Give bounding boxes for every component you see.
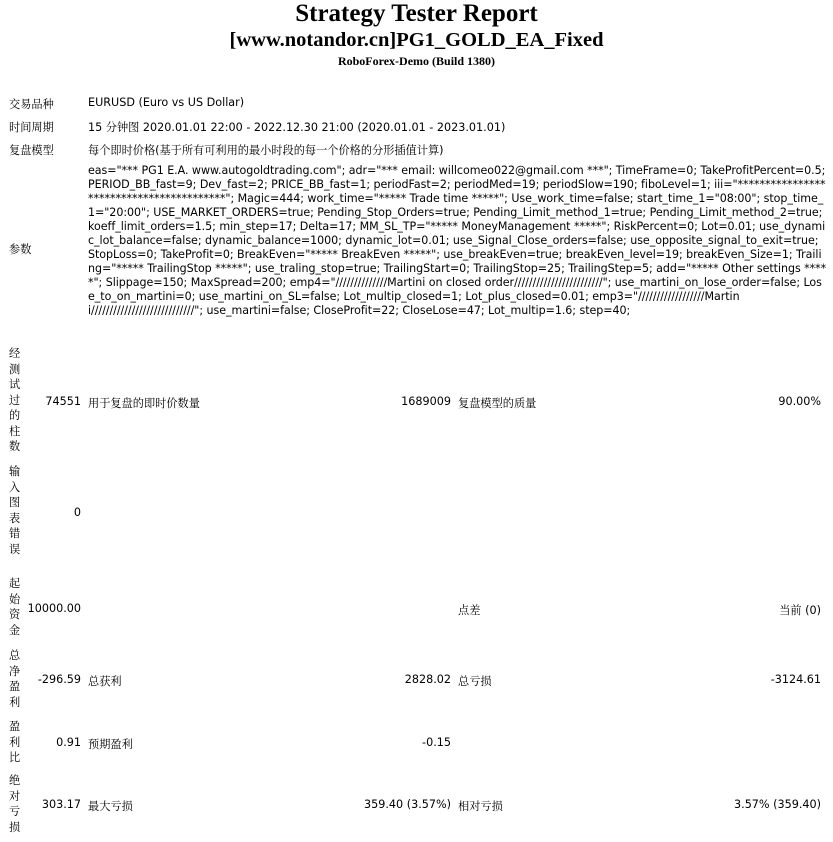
reldd-label: 相对亏损 [458, 800, 503, 813]
netprofit-label: 总净盈利 [9, 649, 21, 709]
netprofit-value: -296.59 [37, 673, 81, 686]
absdd-label: 绝对亏损 [9, 774, 21, 834]
quality-label: 复盘模型的质量 [458, 397, 537, 410]
grossprofit-value: 2828.02 [404, 673, 451, 686]
expected-value: -0.15 [422, 736, 451, 749]
spread-label: 点差 [458, 604, 481, 617]
errors-value: 0 [73, 506, 81, 519]
grossprofit-label: 总获利 [88, 675, 122, 688]
period-label: 时间周期 [9, 121, 54, 134]
params-label: 参数 [9, 243, 32, 256]
bars-value: 74551 [45, 395, 81, 408]
report-title: Strategy Tester Report [295, 0, 538, 27]
symbol-label: 交易品种 [9, 98, 54, 111]
model-value: 每个即时价格(基于所有可利用的最小时段的每一个价格的分形插值计算) [88, 144, 444, 157]
bars-label: 经测试过的柱数 [9, 347, 21, 453]
ticks-label: 用于复盘的即时价数量 [88, 397, 200, 410]
maxdd-value: 359.40 (3.57%) [364, 798, 451, 811]
maxdd-label: 最大亏损 [88, 800, 133, 813]
spread-value: 当前 (0) [779, 604, 821, 617]
report-subtitle: [www.notandor.cn]PG1_GOLD_EA_Fixed [229, 29, 604, 51]
period-value: 15 分钟图 2020.01.01 22:00 - 2022.12.30 21:00 (2020.01.01 - 2023.01.01) [88, 121, 506, 134]
model-label: 复盘模型 [9, 144, 54, 157]
grossloss-label: 总亏损 [458, 675, 492, 688]
reldd-value: 3.57% (359.40) [734, 798, 821, 811]
report-header [0, 0, 833, 68]
grossloss-value: -3124.61 [770, 673, 821, 686]
absdd-value: 303.17 [41, 798, 81, 811]
deposit-label: 起始资金 [9, 577, 21, 637]
symbol-value: EURUSD (Euro vs US Dollar) [88, 96, 245, 109]
errors-label: 输入图表错误 [9, 465, 21, 556]
ticks-value: 1689009 [401, 395, 451, 408]
quality-value: 90.00% [778, 395, 821, 408]
report-build: RoboForex-Demo (Build 1380) [337, 54, 496, 68]
expected-label: 预期盈利 [88, 738, 133, 751]
params-value: eas="*** PG1 E.A. www.autogoldtrading.com"; adr="*** email: willcomeo022@gmail.com ***"; TimeFrame=0; TakeProfitPercent=0.5; PERIOD_BB_fast=9; Dev_fast=2; PRICE_BB_fast=1; periodFast=2; periodMed=19; periodSlow=190; fiboLevel=1; iii="*****************************************"; Magic=444; work_time="***** Trade time *****"; Use_work_time=false; start_time_1="08:00"; stop_time_1="20:00"; USE_MARKET_ORDERS=true; Pending_Stop_Orders=true; Pending_Limit_method_1=true; Pending_Limit_method_2=true; koeff_limit_orders=1.5; min_step=17; Delta=17; MM_SL_TP="***** MoneyManagement *****"; RiskPercent=0; Lot=0.01; use_dynamic_lot_balance=false; dynamic_balance=1000; dynamic_lot=0.01; use_Signal_Close_orders=false; use_opposite_signal_to_exit=true; StopLoss=0; TakeProfit=0; BreakEven="***** BreakEven *****"; use_breakEven=true; breakEven_level=19; breakEven_Size=1; Trailing="***** TrailingStop *****"; use_traling_stop=true; TrailingStart=0; TrailingStop=25; TrailingStep=5; add="***** Other settings *****"; Slippage=150; MaxSpread=200; emp4="//////////////Martini on closed order////////////////////////"; use_martini_on_lose_order=false; Lose_to_on_martini=0; use_martini_on_SL=false; Lot_multip_closed=1; Lot_plus_closed=0.01; emp3="//////////////////Martini////////////////////////////"; use_martini=false; CloseProfit=22; CloseLose=47; Lot_multip=1.6; step=40; [88, 164, 827, 317]
deposit-value: 10000.00 [27, 602, 81, 615]
pf-label: 盈利比 [9, 720, 21, 764]
pf-value: 0.91 [56, 736, 81, 749]
